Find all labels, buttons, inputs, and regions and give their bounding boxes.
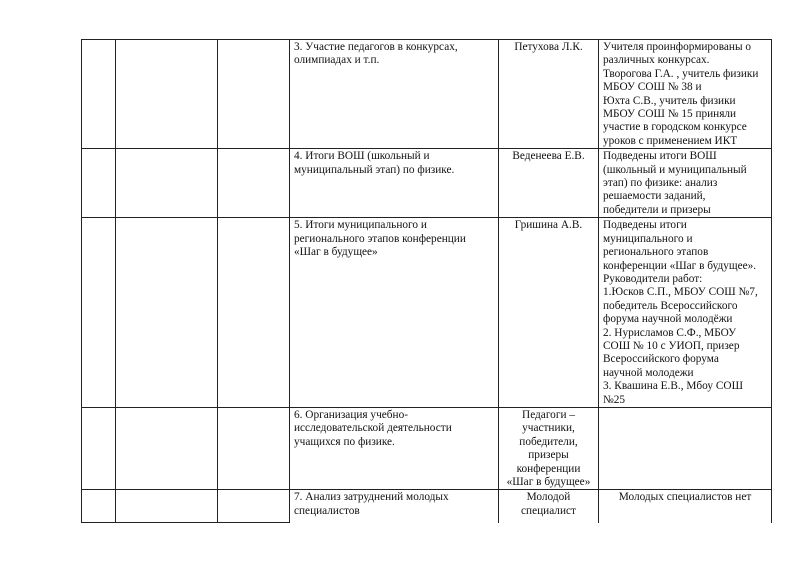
- empty-cell: [82, 490, 116, 523]
- table-row: [82, 40, 772, 149]
- empty-cell: [82, 218, 116, 408]
- event-cell: 5. Итоги муниципального и регионального этапов конференции «Шаг в будущее»: [290, 218, 499, 408]
- table-row: [82, 149, 772, 218]
- empty-cell: [116, 490, 218, 523]
- empty-cell: [116, 407, 218, 489]
- result-cell: Подведены итоги муниципального и регионального этапов конференции «Шаг в будущее». Руководители работ: 1.Юсков С.П., МБОУ СОШ №7, победитель Всероссийского форума научной молодёжи 2. Нурисламов С.Ф., МБОУ СОШ № 10 с УИОП, призер Всероссийского форума научной молодежи 3. Квашина Е.В., Мбоу СОШ №25: [599, 218, 772, 408]
- report-table: [81, 39, 772, 523]
- event-cell: 7. Анализ затруднений молодых специалистов: [290, 490, 499, 523]
- responsible-cell: Молодой специалист: [499, 490, 599, 523]
- table-row: [82, 218, 772, 408]
- result-cell: Молодых специалистов нет: [599, 490, 772, 523]
- event-cell: 4. Итоги ВОШ (школьный и муниципальный этап) по физике.: [290, 149, 499, 218]
- empty-cell: [218, 149, 290, 218]
- empty-cell: [218, 407, 290, 489]
- responsible-cell: Гришина А.В.: [499, 218, 599, 408]
- empty-cell: [82, 149, 116, 218]
- empty-cell: [82, 40, 116, 149]
- responsible-cell: Петухова Л.К.: [499, 40, 599, 149]
- empty-cell: [116, 40, 218, 149]
- table-row: [82, 490, 772, 523]
- responsible-cell: Педагоги – участники, победители, призеры конференции «Шаг в будущее»: [499, 407, 599, 489]
- empty-cell: [218, 40, 290, 149]
- event-cell: 3. Участие педагогов в конкурсах, олимпиадах и т.п.: [290, 40, 499, 149]
- event-cell: 6. Организация учебно- исследовательской деятельности учащихся по физике.: [290, 407, 499, 489]
- result-cell: Учителя проинформированы о различных конкурсах. Творогова Г.А. , учитель физики МБОУ СОШ № 38 и Юхта С.В., учитель физики МБОУ СОШ № 15 приняли участие в городском конкурсе уроков с применением ИКТ: [599, 40, 772, 149]
- table-row: [82, 407, 772, 489]
- responsible-cell: Веденеева Е.В.: [499, 149, 599, 218]
- empty-cell: [82, 407, 116, 489]
- empty-cell: [116, 218, 218, 408]
- empty-cell: [218, 490, 290, 523]
- result-cell: [599, 407, 772, 489]
- empty-cell: [116, 149, 218, 218]
- empty-cell: [218, 218, 290, 408]
- result-cell: Подведены итоги ВОШ (школьный и муниципальный этап) по физике: анализ решаемости заданий, победители и призеры: [599, 149, 772, 218]
